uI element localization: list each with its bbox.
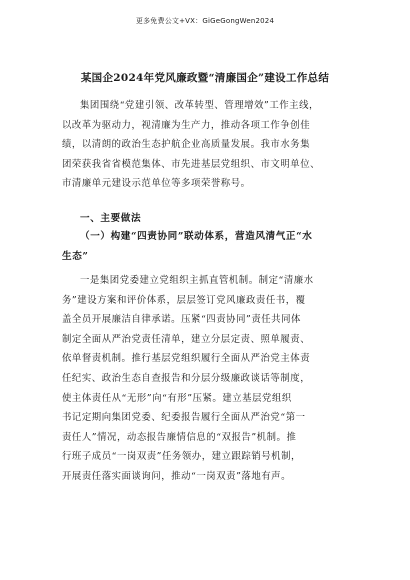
intro-line: 绩，以清朗的政治生态护航企业高质量发展。我市水务集 <box>62 139 311 151</box>
intro-paragraph <box>62 96 362 194</box>
body-line: 行班子成员“一岗双责”任务领办，建立跟踪销号机制， <box>62 451 301 463</box>
subsection-heading <box>62 227 370 266</box>
body-line: 书记定期向集团党委、纪委报告履行全面从严治党“第一 <box>62 412 306 424</box>
intro-line: 团荣获我省省模范集体、市先进基层党组织、市文明单位、 <box>62 158 321 170</box>
body-line: 责任人”情况，动态报告廉情信息的“双报告”机制。推 <box>62 431 297 443</box>
subsection-heading-line: 生态” <box>62 250 89 262</box>
body-line: 制定全面从严治党责任清单，建立分层定责、照单履责、 <box>62 333 311 345</box>
intro-line: 市清廉单元建设示范单位等多项荣誉称号。 <box>62 178 251 190</box>
body-line: 任纪实、政治生态自查报告和分层分级廉政谈话等制度， <box>62 372 311 384</box>
body-line: 一是集团党委建立党组织主抓直管机制。制定“清廉水 <box>80 275 314 286</box>
body-line: 开展责任落实面谈询问，推动“一岗双责”落地有声。 <box>62 470 292 482</box>
intro-line: 集团围绕“党建引领、改革转型、管理增效”工作主线， <box>80 100 319 111</box>
body-line: 使主体责任从“无形”向“有形”压紧。建立基层党组织 <box>62 392 292 404</box>
promo-header: 更多免费公文+VX：GiGeGongWen2024 <box>135 17 275 25</box>
intro-line: 以改革为驱动力，视清廉为生产力，推动各项工作争创佳 <box>62 119 311 131</box>
section-heading: 一、主要做法 <box>80 213 142 224</box>
document-title: 某国企2024年党风廉政暨“清廉国企”建设工作总结 <box>80 72 330 84</box>
body-line: 盖全员开展廉洁自律承诺。压紧“四责协同”责任共同体 <box>62 314 301 326</box>
body-line: 依单督责机制。推行基层党组织履行全面从严治党主体责 <box>62 353 311 365</box>
body-line: 务”建设方案和评价体系，层层签订党风廉政责任书，覆 <box>62 294 306 306</box>
subsection-heading-line: （一）构建“四责协同”联动体系，营造风清气正“水 <box>80 231 313 242</box>
body-paragraph <box>62 271 362 487</box>
